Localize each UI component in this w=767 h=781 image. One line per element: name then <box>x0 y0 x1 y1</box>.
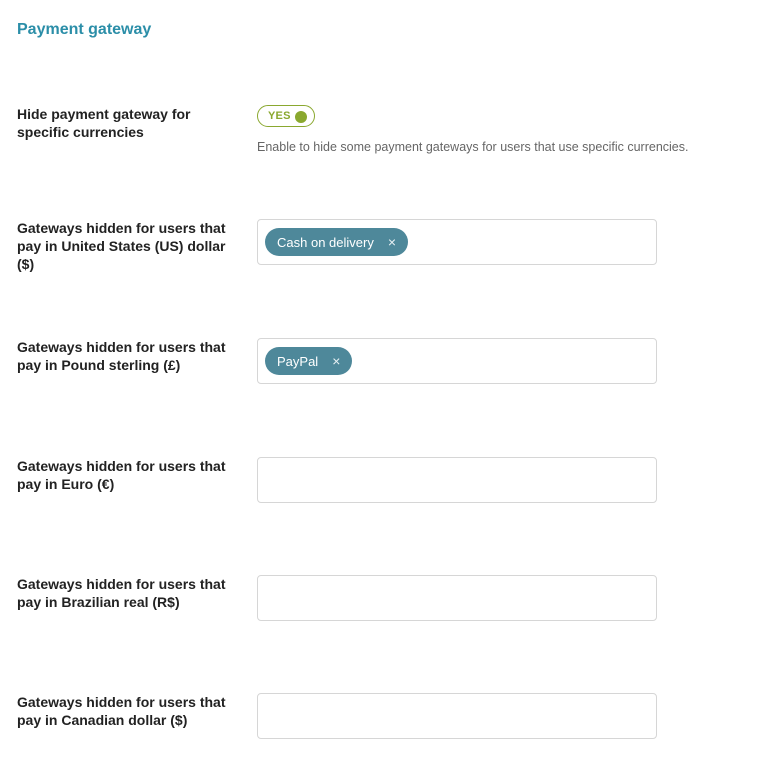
remove-tag-icon[interactable]: × <box>387 234 397 250</box>
currency-label-usd: Gateways hidden for users that pay in United States (US) dollar ($) <box>17 220 226 272</box>
hide-gateway-label: Hide payment gateway for specific currencies <box>17 106 191 140</box>
toggle-state-text: YES <box>268 110 291 122</box>
currency-label-cad: Gateways hidden for users that pay in Canadian dollar ($) <box>17 694 226 728</box>
remove-tag-icon[interactable]: × <box>332 353 341 369</box>
gateways-select-gbp[interactable] <box>257 338 657 384</box>
hide-gateway-help: Enable to hide some payment gateways for users that use specific currencies. <box>257 140 689 154</box>
currency-label-eur: Gateways hidden for users that pay in Euro (€) <box>17 458 226 492</box>
gateways-select-usd[interactable] <box>257 219 657 265</box>
currency-label-gbp: Gateways hidden for users that pay in Pound sterling (£) <box>17 339 226 373</box>
currency-label-brl: Gateways hidden for users that pay in Brazilian real (R$) <box>17 576 226 610</box>
gateway-tag-label: Cash on delivery <box>277 234 374 250</box>
hide-gateway-toggle[interactable] <box>257 105 315 127</box>
gateway-tag <box>265 228 408 256</box>
gateway-tag <box>265 347 352 375</box>
hide-gateway-control <box>257 105 689 154</box>
toggle-knob <box>295 111 307 123</box>
gateways-select-eur[interactable] <box>257 457 657 503</box>
gateways-select-brl[interactable] <box>257 575 657 621</box>
gateways-select-cad[interactable] <box>257 693 657 739</box>
gateway-tag-label: PayPal <box>277 353 319 369</box>
section-title: Payment gateway <box>17 21 152 38</box>
